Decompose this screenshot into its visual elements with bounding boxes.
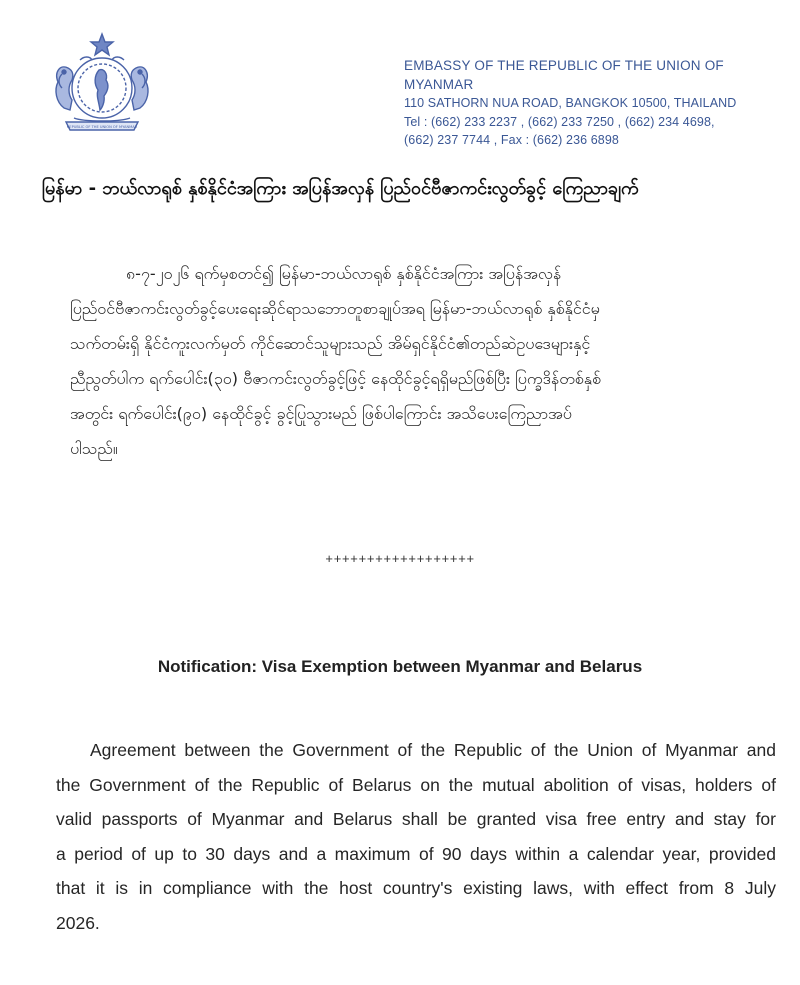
- svg-text:REPUBLIC OF THE UNION OF MYANM: REPUBLIC OF THE UNION OF MYANMAR: [66, 125, 138, 129]
- embassy-telephone-fax: (662) 237 7744 , Fax : (662) 236 6898: [404, 133, 619, 147]
- myanmar-notice-title: မြန်မာ - ဘယ်လာရုစ် နှစ်နိုင်ငံအကြား အပြန်အလှန် ပြည်ဝင်ဗီဇာကင်းလွတ်ခွင့် ကြေညာချက်: [42, 178, 639, 199]
- english-notice-line: 2026.: [56, 912, 100, 933]
- english-notice-line: the Government of the Republic of Belarus on the mutual abolition of visas, holders of: [56, 774, 776, 795]
- english-notice-body: [56, 733, 776, 940]
- english-notice-line: Agreement between the Government of the Republic of the Union of Myanmar and: [90, 740, 776, 760]
- section-separator: ++++++++++++++++++: [325, 552, 475, 567]
- myanmar-notice-body: [70, 256, 780, 466]
- english-notice-line: valid passports of Myanmar and Belarus shall be granted visa free entry and stay for: [56, 809, 776, 829]
- english-notice-line: that it is in compliance with the host country's existing laws, with effect from 8 July: [56, 878, 776, 898]
- embassy-name: EMBASSY OF THE REPUBLIC OF THE UNION OF MYANMAR: [404, 58, 724, 92]
- myanmar-notice-line: ပါသည်။: [70, 439, 118, 458]
- state-emblem-icon: [44, 30, 160, 142]
- english-notice-title: Notification: Visa Exemption between Myanmar and Belarus: [157, 657, 643, 676]
- myanmar-notice-line: သက်တမ်းရှိ နိုင်ငံကူးလက်မှတ် ကိုင်ဆောင်သူများသည် အိမ်ရှင်နိုင်ငံ၏တည်ဆဲဥပဒေများနှင့်: [70, 334, 591, 353]
- letterhead: [404, 57, 784, 150]
- embassy-address: 110 SATHORN NUA ROAD, BANGKOK 10500, THAILAND: [404, 96, 737, 110]
- myanmar-notice-line: ညီညွတ်ပါက ရက်ပေါင်း(၃၀) ဗီဇာကင်းလွတ်ခွင့်ဖြင့် နေထိုင်ခွင့်ရရှိမည်ဖြစ်ပြီး ပြက္ခဒိန်တစ်နှစ်: [70, 369, 602, 388]
- myanmar-notice-line: အတွင်း ရက်ပေါင်း(၉၀) နေထိုင်ခွင့် ခွင့်ပြုသွားမည် ဖြစ်ပါကြောင်း အသိပေးကြေညာအပ်: [70, 404, 572, 423]
- myanmar-notice-line: ၈-၇-၂၀၂၆ ရက်မှစတင်၍ မြန်မာ-ဘယ်လာရုစ် နှစ်နိုင်ငံအကြား အပြန်အလှန်: [126, 264, 562, 283]
- myanmar-notice-line: ပြည်ဝင်ဗီဇာကင်းလွတ်ခွင့်ပေးရေးဆိုင်ရာသဘောတူစာချုပ်အရ မြန်မာ-ဘယ်လာရုစ် နှစ်နိုင်ငံမှ: [70, 299, 600, 318]
- english-notice-line: a period of up to 30 days and a maximum of 90 days within a calendar year, provided: [56, 843, 776, 864]
- state-emblem: [44, 30, 160, 142]
- embassy-telephone: Tel : (662) 233 2237 , (662) 233 7250 , (662) 234 4698,: [404, 114, 715, 129]
